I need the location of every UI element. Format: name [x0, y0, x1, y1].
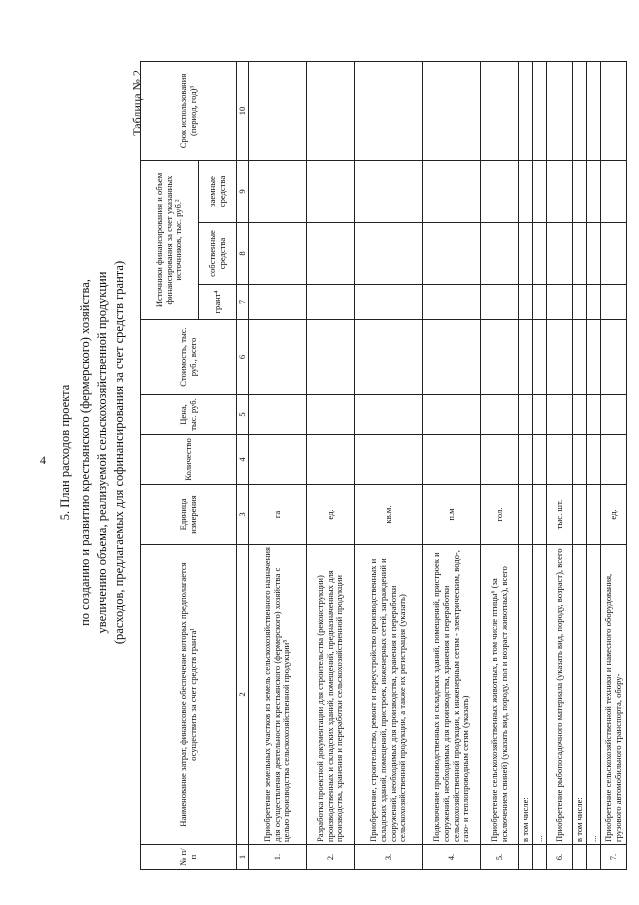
- expense-plan-table: [140, 61, 627, 870]
- row-unit: [573, 485, 587, 545]
- row-number: [519, 845, 533, 870]
- table-label: Таблица № 2: [130, 70, 144, 136]
- row-name: Разработка проектной документации для строительства (реконструкции) производственных и складских зданий, помещений, предназначенных для производства, хранения и переработки сельскохозяйственной продукции: [307, 545, 355, 845]
- col-number: 8: [237, 223, 249, 285]
- header-unit: Единица измерения: [141, 485, 237, 545]
- header-sources: Источники финансирования и объем финансирования за счет указанных источников, тыс. руб.²: [141, 160, 199, 319]
- subtitle-line-1: по созданию и развитию крестьянского (фермерского) хозяйства,: [78, 279, 92, 626]
- col-number: 4: [237, 435, 249, 485]
- col-number: 6: [237, 320, 249, 395]
- row-name: Подключение производственных и складских зданий, помещений, пристроек и сооружений, необходимых для производства, хранения и переработки сельскохозяйственной продукции, к инженерным сетям - электрическим, водо-, газо- и теплопроводным сетям (указать): [423, 545, 481, 845]
- row-name: Приобретение рыбопосадочного материала (указать вид, породу, возраст), всего: [547, 545, 573, 845]
- table-row: [573, 61, 587, 869]
- header-price: Цена, тыс. руб.: [141, 395, 237, 435]
- subtitle-line-2: увеличению объема, реализуемой сельскохозяйственной продукции: [95, 271, 109, 634]
- row-unit: п.м: [423, 485, 481, 545]
- table-row: [547, 61, 573, 869]
- row-unit: ед.: [307, 485, 355, 545]
- header-term: Срок использования (период, год)³: [141, 61, 237, 160]
- header-cost: Стоимость, тыс. руб., всего: [141, 320, 237, 395]
- row-number: 3.: [355, 845, 423, 870]
- row-name: Приобретение сельскохозяйственной техники и навесного оборудования, грузового автомобильного транспорта, обору-: [601, 545, 627, 845]
- table-row: [519, 61, 533, 869]
- row-name: в том числе:: [573, 545, 587, 845]
- row-number: 1.: [249, 845, 307, 870]
- row-unit: гол.: [481, 485, 519, 545]
- table-row: [533, 61, 547, 869]
- header-own: собственные средства: [199, 223, 237, 285]
- row-name: ...: [587, 545, 601, 845]
- col-number: 9: [237, 160, 249, 222]
- row-unit: [587, 485, 601, 545]
- row-name: в том числе:: [519, 545, 533, 845]
- row-name: Приобретение сельскохозяйственных животных, в том числе птицы⁶ (за исключением свиней) (указать вид, породу, пол и возраст животных), всего: [481, 545, 519, 845]
- row-name: ...: [533, 545, 547, 845]
- row-number: 4.: [423, 845, 481, 870]
- row-unit: [519, 485, 533, 545]
- table-row: [249, 61, 307, 869]
- subtitle-line-3: (расходов, предлагаемых для софинансирования за счет средств гранта): [112, 260, 126, 645]
- col-number: 2: [237, 545, 249, 845]
- col-number: 5: [237, 395, 249, 435]
- header-loan: заемные средства: [199, 160, 237, 222]
- header-grant: грант⁴: [199, 285, 237, 320]
- table-row: [481, 61, 519, 869]
- header-qty: Количество: [141, 435, 237, 485]
- row-unit: [533, 485, 547, 545]
- row-number: [587, 845, 601, 870]
- table-row: [355, 61, 423, 869]
- table-row: [307, 61, 355, 869]
- row-number: 5.: [481, 845, 519, 870]
- row-number: 2.: [307, 845, 355, 870]
- row-unit: кв.м.: [355, 485, 423, 545]
- table-row: [423, 61, 481, 869]
- row-unit: ед.: [601, 485, 627, 545]
- row-number: 6.: [547, 845, 573, 870]
- column-number-row: [237, 61, 249, 869]
- row-number: [573, 845, 587, 870]
- row-name: Приобретение, строительство, ремонт и переустройство производственных и складских зданий, помещений, пристроек, инженерных сетей, заграждений и сооружений, необходимых для производства, хранения и переработки сельскохозяйственной продукции, а также их регистрация (указать): [355, 545, 423, 845]
- row-name: Приобретение земельных участков из земель сельскохозяйственного назначения для осуществления деятельности крестьянского (фермерского) хозяйства с целью производства сельскохозяйственной продукции⁵: [249, 545, 307, 845]
- page-number: 4: [40, 453, 46, 467]
- table-row: [601, 61, 627, 869]
- row-unit: га: [249, 485, 307, 545]
- row-number: [533, 845, 547, 870]
- col-number: 7: [237, 285, 249, 320]
- table-row: [587, 61, 601, 869]
- col-number: 1: [237, 845, 249, 870]
- row-unit: тыс. шт.: [547, 485, 573, 545]
- col-number: 3: [237, 485, 249, 545]
- section-title: 5. План расходов проекта: [58, 384, 72, 521]
- header-name: Наименование затрат, финансовое обеспечение которых предполагается осуществить за счет средств гранта¹: [141, 545, 237, 845]
- col-number: 10: [237, 61, 249, 160]
- header-num: № п/п: [141, 845, 237, 870]
- row-number: 7.: [601, 845, 627, 870]
